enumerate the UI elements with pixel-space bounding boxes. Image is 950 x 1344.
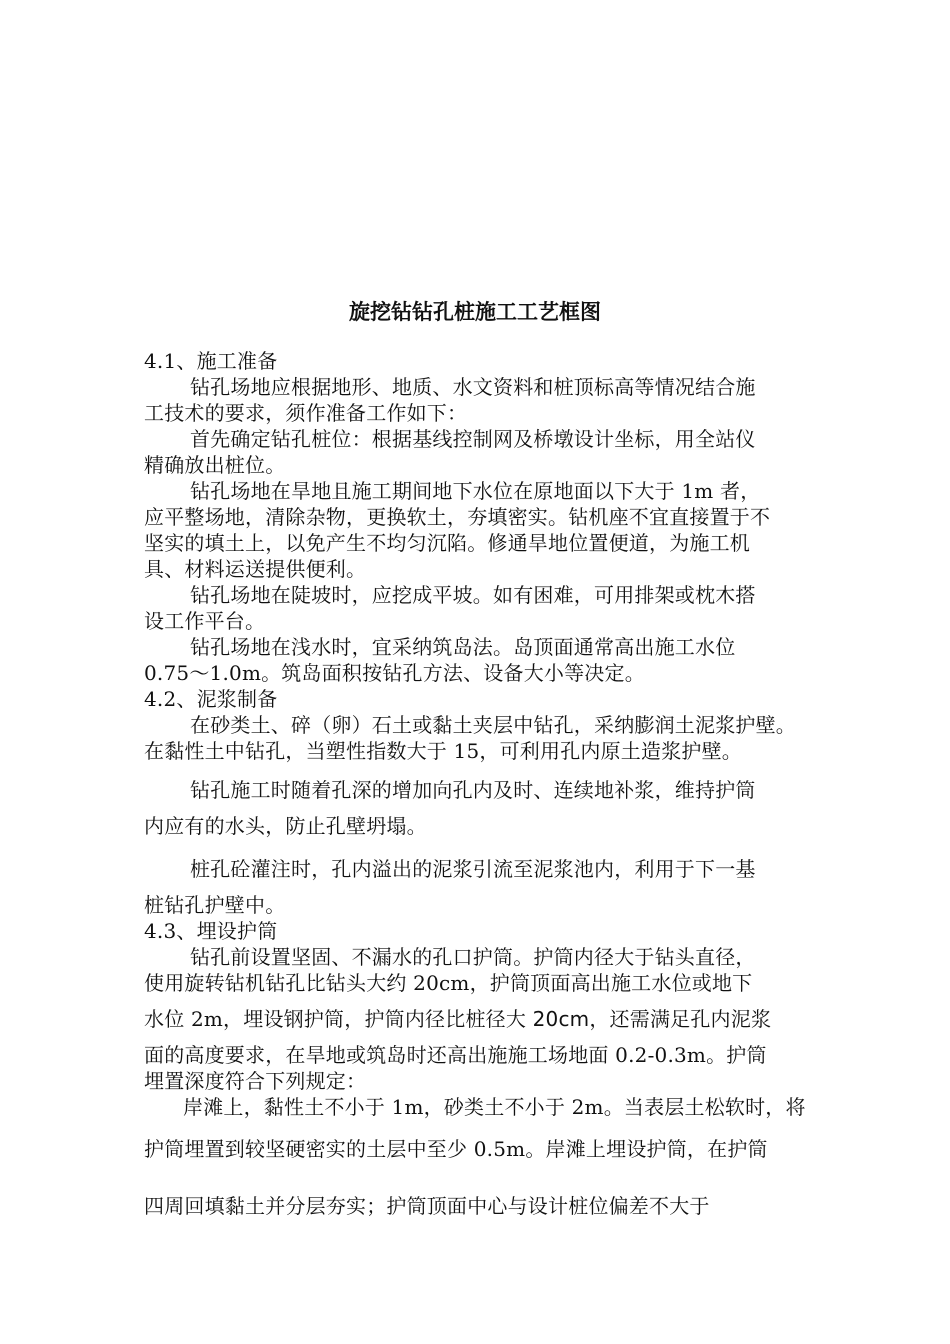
paragraph-line: 钻孔场地在浅水时，宜采纳筑岛法。岛顶面通常高出施工水位 — [190, 635, 736, 659]
paragraph-line: 埋置深度符合下列规定： — [144, 1069, 367, 1093]
paragraph-line: 设工作平台。 — [144, 609, 266, 633]
paragraph-line: 首先确定钻孔桩位：根据基线控制网及桥墩设计坐标，用全站仪 — [190, 427, 756, 451]
paragraph-line: 精确放出桩位。 — [144, 453, 286, 477]
text-run-sans: 埋设钢护筒，护筒内径比桩径大 20cm， — [243, 1007, 610, 1031]
text-run-sans: 岸滩上埋设护筒，在护筒 — [545, 1137, 768, 1161]
section-heading-4-2: 4.2、泥浆制备 — [144, 687, 278, 711]
paragraph-line-mixed — [144, 1136, 824, 1162]
paragraph-line: 钻孔场地在旱地且施工期间地下水位在原地面以下大于 1m 者， — [190, 479, 761, 503]
paragraph-line: 钻孔场地应根据地形、地质、水文资料和桩顶标高等情况结合施 — [190, 375, 756, 399]
paragraph-line: 0.75～1.0m。筑岛面积按钻孔方法、设备大小等决定。 — [144, 661, 645, 685]
section-heading-4-1: 4.1、施工准备 — [144, 349, 278, 373]
paragraph-line: 面的高度要求，在旱地或筑岛时还高出施施工场地面 0.2-0.3m。护筒 — [144, 1043, 767, 1067]
paragraph-line: 在砂类土、碎（卵）石土或黏土夹层中钻孔，采纳膨润土泥浆护壁。 — [190, 713, 796, 737]
paragraph-line: 桩钻孔护壁中。 — [144, 893, 286, 917]
paragraph-line: 内应有的水头，防止孔壁坍塌。 — [144, 814, 427, 838]
paragraph-line-mixed — [144, 1006, 824, 1032]
text-run: 水位 2m， — [144, 1007, 244, 1031]
paragraph-line: 钻孔前设置坚固、不漏水的孔口护筒。护筒内径大于钻头直径， — [190, 945, 756, 969]
paragraph-line: 钻孔场地在陡坡时，应挖成平坡。如有困难，可用排架或枕木搭 — [190, 583, 756, 607]
paragraph-line: 在黏性土中钻孔，当塑性指数大于 15，可利用孔内原土造浆护壁。 — [144, 739, 743, 763]
paragraph-line: 坚实的填土上，以免产生不均匀沉陷。修通旱地位置便道，为施工机 — [144, 531, 750, 555]
section-heading-4-3: 4.3、埋设护筒 — [144, 919, 278, 943]
paragraph-line: 应平整场地，清除杂物，更换软土，夯填密实。钻机座不宜直接置于不 — [144, 505, 771, 529]
paragraph-line: 岸滩上，黏性土不小于 1m，砂类土不小于 2m。当表层土松软时，将 — [183, 1095, 806, 1119]
paragraph-line: 桩孔砼灌注时，孔内溢出的泥浆引流至泥浆池内，利用于下一基 — [190, 857, 756, 881]
text-run: 还需满足孔内泥浆 — [609, 1007, 772, 1031]
paragraph-line: 具、材料运送提供便利。 — [144, 557, 367, 581]
paragraph-line: 使用旋转钻机钻孔比钻头大约 20cm，护筒顶面高出施工水位或地下 — [144, 971, 753, 995]
paragraph-line: 钻孔施工时随着孔深的增加向孔内及时、连续地补浆，维持护筒 — [190, 778, 756, 802]
text-run: 护筒埋置到较坚硬密实的土层中至少 0.5m。 — [144, 1137, 546, 1161]
paragraph-line: 工技术的要求，须作准备工作如下： — [144, 401, 468, 425]
page-title: 旋挖钻钻孔桩施工工艺框图 — [349, 300, 601, 324]
paragraph-line: 四周回填黏土并分层夯实；护筒顶面中心与设计桩位偏差不大于 — [144, 1194, 710, 1218]
